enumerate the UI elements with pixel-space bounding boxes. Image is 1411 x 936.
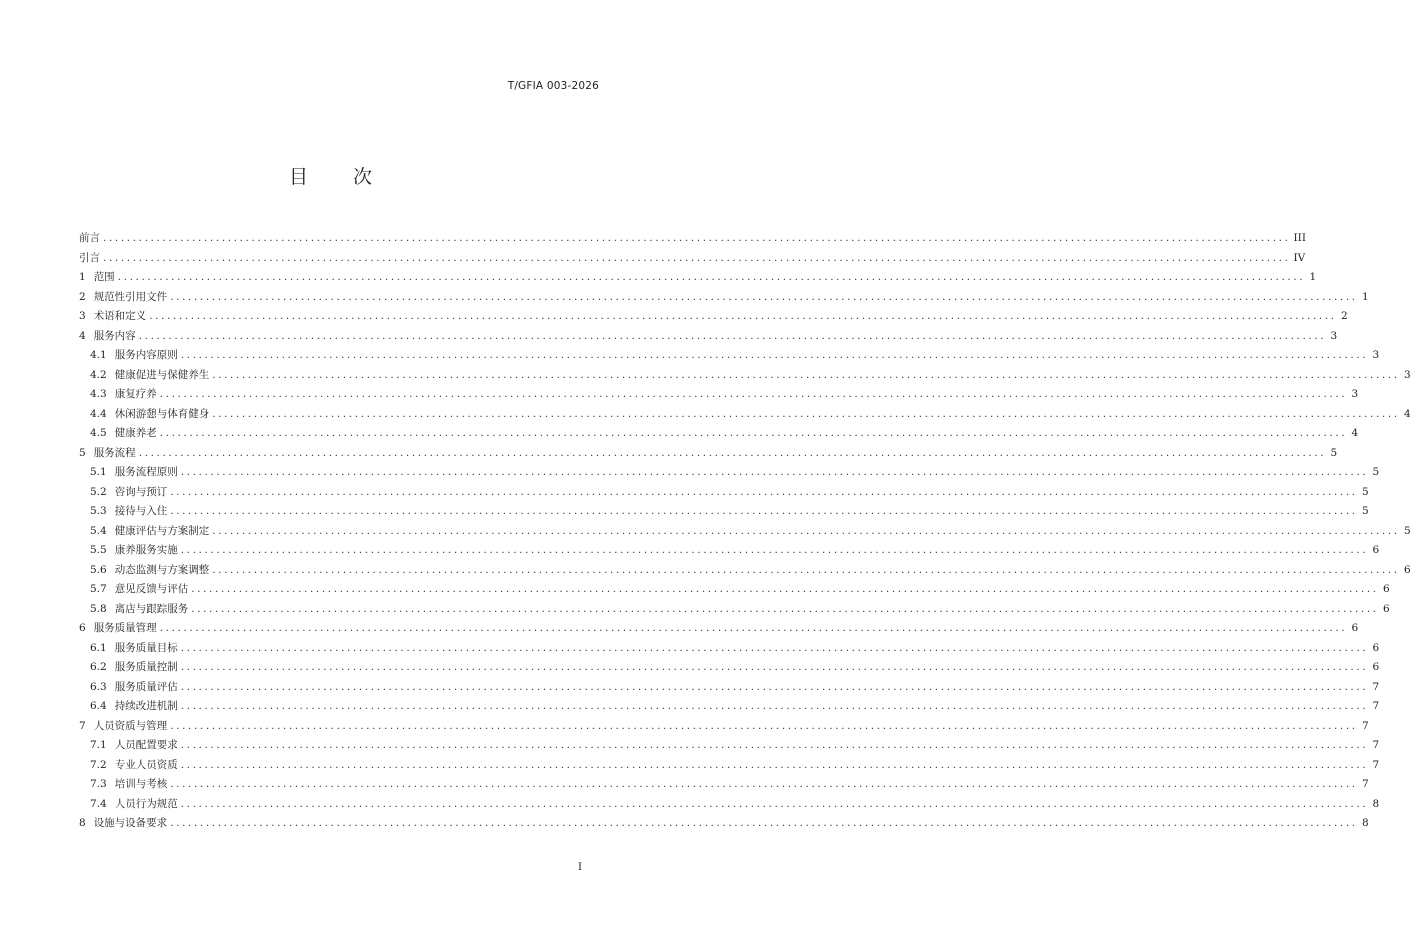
toc-entry-page: 7 [1362,719,1369,732]
toc-entry[interactable] [79,522,1411,542]
toc-entry-number: 6.1 [90,641,107,654]
toc-entry-page: 3 [1404,368,1411,381]
toc-entry-page: 4 [1404,407,1411,420]
toc-entry-page: 1 [1309,271,1317,283]
toc-entry-number: 4.3 [90,388,107,400]
toc-leader-dots: ........................................................................................................................................................................................................ [212,524,1400,537]
toc-entry-page: III [1293,232,1306,244]
toc-entry-label: 休闲游憩与体育健身 [114,407,210,420]
toc-entry-page: 6 [1383,583,1390,595]
page-title [0,162,662,189]
toc-leader-dots: ........................................................................................................................................................................................................ [170,505,1358,517]
toc-entry-number: 2 [79,290,86,303]
toc-entry-page: 3 [1330,329,1338,342]
toc-entry-page: 1 [1362,290,1369,303]
toc-entry[interactable] [79,346,1380,366]
toc-entry-number: 5.8 [90,602,107,615]
footer-page-number: I [578,862,582,873]
toc-entry-page: 6 [1351,622,1359,634]
toc-entry-label: 人员资质与管理 [93,719,168,732]
toc-entry[interactable] [79,580,1390,600]
toc-entry-label: 人员行为规范 [114,797,178,810]
toc-entry-page: 7 [1372,758,1380,771]
toc-entry-label: 服务内容原则 [114,349,178,361]
toc-leader-dots: ........................................................................................................................................................................................................ [212,407,1400,420]
toc-entry-label: 服务流程 [93,446,136,459]
toc-entry-label: 服务质量管理 [93,622,157,634]
toc-leader-dots: ........................................................................................................................................................................................................ [103,232,1291,244]
toc-entry[interactable] [79,639,1380,659]
toc-leader-dots: ........................................................................................................................................................................................................ [180,700,1369,712]
toc-leader-dots: ........................................................................................................................................................................................................ [212,563,1400,576]
toc-entry[interactable] [79,424,1359,444]
toc-entry-number: 6.2 [90,661,107,673]
toc-entry-number: 6.4 [90,700,107,712]
toc-entry[interactable] [79,619,1359,639]
toc-leader-dots: ........................................................................................................................................................................................................ [212,368,1400,381]
toc-leader-dots: ........................................................................................................................................................................................................ [180,739,1369,751]
toc-entry-number: 4.5 [90,427,107,439]
toc-entry-number: 6.3 [90,680,107,693]
toc-entry-number: 5 [79,446,86,459]
toc-entry-number: 7.3 [90,778,107,790]
toc-leader-dots: ........................................................................................................................................................................................................ [159,622,1348,634]
toc-entry-label: 咨询与预订 [114,485,168,498]
toc-entry-page: 4 [1351,427,1359,439]
toc-entry-number: 5.5 [90,544,107,556]
toc-entry-page: 7 [1372,739,1380,751]
toc-entry[interactable] [79,717,1369,737]
toc-entry-number: 4 [79,329,86,342]
toc-entry[interactable] [79,268,1317,288]
toc-entry-page: 5 [1362,505,1369,517]
toc-entry-label: 服务质量目标 [114,641,178,654]
toc-entry-number: 7.2 [90,758,107,771]
toc-entry[interactable] [79,736,1380,756]
title-part-1: 目 [288,166,309,188]
toc-entry-number: 4.1 [90,349,107,361]
toc-entry[interactable] [79,366,1411,386]
toc-entry-number: 4.4 [90,407,107,420]
toc-entry-number: 5.2 [90,485,107,498]
toc-entry-page: 3 [1351,388,1359,400]
toc-entry-number: 5.3 [90,505,107,517]
toc-entry[interactable] [79,658,1380,678]
toc-entry-number: 7 [79,719,86,732]
title-part-2: 次 [353,166,374,188]
toc-entry-label: 规范性引用文件 [93,290,168,303]
toc-entry[interactable] [79,814,1369,834]
toc-entry-label: 康养服务实施 [114,544,178,556]
toc-entry-label: 动态监测与方案调整 [114,563,210,576]
toc-leader-dots: ........................................................................................................................................................................................................ [159,388,1348,400]
toc-entry[interactable] [79,541,1380,561]
toc-entry-number: 5.6 [90,563,107,576]
toc-entry-number: 3 [79,310,86,322]
toc-leader-dots: ........................................................................................................................................................................................................ [138,446,1327,459]
toc-leader-dots: ........................................................................................................................................................................................................ [159,427,1348,439]
toc-entry[interactable] [79,483,1369,503]
toc-entry-page: 2 [1341,310,1348,322]
toc-entry-page: 6 [1372,641,1380,654]
toc-entry-label: 健康评估与方案制定 [114,524,210,537]
toc-leader-dots: ........................................................................................................................................................................................................ [103,251,1291,264]
toc-entry-number: 7.4 [90,797,107,810]
toc-entry[interactable] [79,249,1306,269]
toc-leader-dots: ........................................................................................................................................................................................................ [117,271,1306,283]
toc-leader-dots: ........................................................................................................................................................................................................ [180,661,1369,673]
toc-entry-page: 7 [1362,778,1369,790]
toc-entry-page: 6 [1383,602,1390,615]
toc-entry[interactable] [79,600,1390,620]
toc-entry[interactable] [79,288,1369,308]
toc-entry-page: 6 [1404,563,1411,576]
toc-leader-dots: ........................................................................................................................................................................................................ [170,778,1358,790]
toc-entry-page: 3 [1372,349,1380,361]
toc-leader-dots: ........................................................................................................................................................................................................ [180,466,1369,478]
toc-entry-label: 范围 [93,271,115,283]
toc-entry-label: 服务流程原则 [114,466,178,478]
toc-leader-dots: ........................................................................................................................................................................................................ [180,349,1369,361]
toc-entry[interactable] [79,405,1411,425]
standard-code: T/GFIA 003-2026 [507,80,599,92]
toc-entry[interactable] [79,463,1380,483]
toc-entry-page: 7 [1372,700,1380,712]
toc-entry[interactable] [79,385,1359,405]
toc-entry-label: 服务质量评估 [114,680,178,693]
toc-entry-label: 健康养老 [114,427,157,439]
toc-entry[interactable] [79,307,1348,327]
toc-leader-dots: ........................................................................................................................................................................................................ [180,680,1369,693]
toc-entry-label: 前言 [79,232,100,244]
toc-entry[interactable] [79,561,1411,581]
toc-leader-dots: ........................................................................................................................................................................................................ [170,290,1358,303]
toc-entry-number: 4.2 [90,368,107,381]
toc-entry-page: 6 [1372,661,1380,673]
toc-leader-dots: ........................................................................................................................................................................................................ [170,719,1358,732]
toc-entry-label: 专业人员资质 [114,758,178,771]
toc-entry[interactable] [79,795,1380,815]
toc-entry-page: IV [1293,251,1306,264]
toc-entry-label: 设施与设备要求 [93,817,168,829]
toc-entry-page: 5 [1362,485,1369,498]
toc-entry-page: 5 [1404,524,1411,537]
toc-leader-dots: ........................................................................................................................................................................................................ [170,817,1358,829]
toc-entry-label: 服务内容 [93,329,136,342]
toc-entry-label: 健康促进与保健养生 [114,368,210,381]
toc-entry[interactable] [79,697,1380,717]
toc-leader-dots: ........................................................................................................................................................................................................ [180,544,1369,556]
toc-entry[interactable] [79,775,1369,795]
toc-entry[interactable] [79,678,1380,698]
toc-entry-label: 术语和定义 [93,310,147,322]
toc-entry[interactable] [79,327,1338,347]
toc-leader-dots: ........................................................................................................................................................................................................ [180,758,1369,771]
toc-entry[interactable] [79,502,1369,522]
toc-entry-number: 6 [79,622,86,634]
toc-entry-label: 培训与考核 [114,778,168,790]
toc-entry-page: 7 [1372,680,1380,693]
toc-entry-label: 意见反馈与评估 [114,583,189,595]
toc-leader-dots: ........................................................................................................................................................................................................ [180,797,1369,810]
toc-leader-dots: ........................................................................................................................................................................................................ [191,583,1379,595]
toc-entry-label: 康复疗养 [114,388,157,400]
toc-entry-label: 人员配置要求 [114,739,178,751]
toc-leader-dots: ........................................................................................................................................................................................................ [138,329,1327,342]
toc-entry-number: 5.1 [90,466,107,478]
toc-entry-label: 离店与跟踪服务 [114,602,189,615]
toc-leader-dots: ........................................................................................................................................................................................................ [170,485,1358,498]
toc-leader-dots: ........................................................................................................................................................................................................ [149,310,1337,322]
toc-entry-page: 8 [1362,817,1369,829]
toc-entry-label: 持续改进机制 [114,700,178,712]
toc-entry[interactable] [79,444,1338,464]
toc-entry-label: 服务质量控制 [114,661,178,673]
toc-entry-page: 5 [1372,466,1380,478]
toc-entry[interactable] [79,229,1306,249]
toc-entry-label: 接待与入住 [114,505,168,517]
toc-entry-number: 5.7 [90,583,107,595]
toc-entry-number: 7.1 [90,739,107,751]
toc-entry-number: 1 [79,271,86,283]
toc-leader-dots: ........................................................................................................................................................................................................ [180,641,1369,654]
toc-entry-page: 8 [1372,797,1380,810]
toc-entry-number: 8 [79,817,86,829]
toc-entry-page: 5 [1330,446,1338,459]
table-of-contents [79,229,1411,834]
toc-entry-label: 引言 [79,251,100,264]
toc-entry-page: 6 [1372,544,1380,556]
toc-entry-number: 5.4 [90,524,107,537]
toc-entry[interactable] [79,756,1380,776]
toc-leader-dots: ........................................................................................................................................................................................................ [191,602,1379,615]
